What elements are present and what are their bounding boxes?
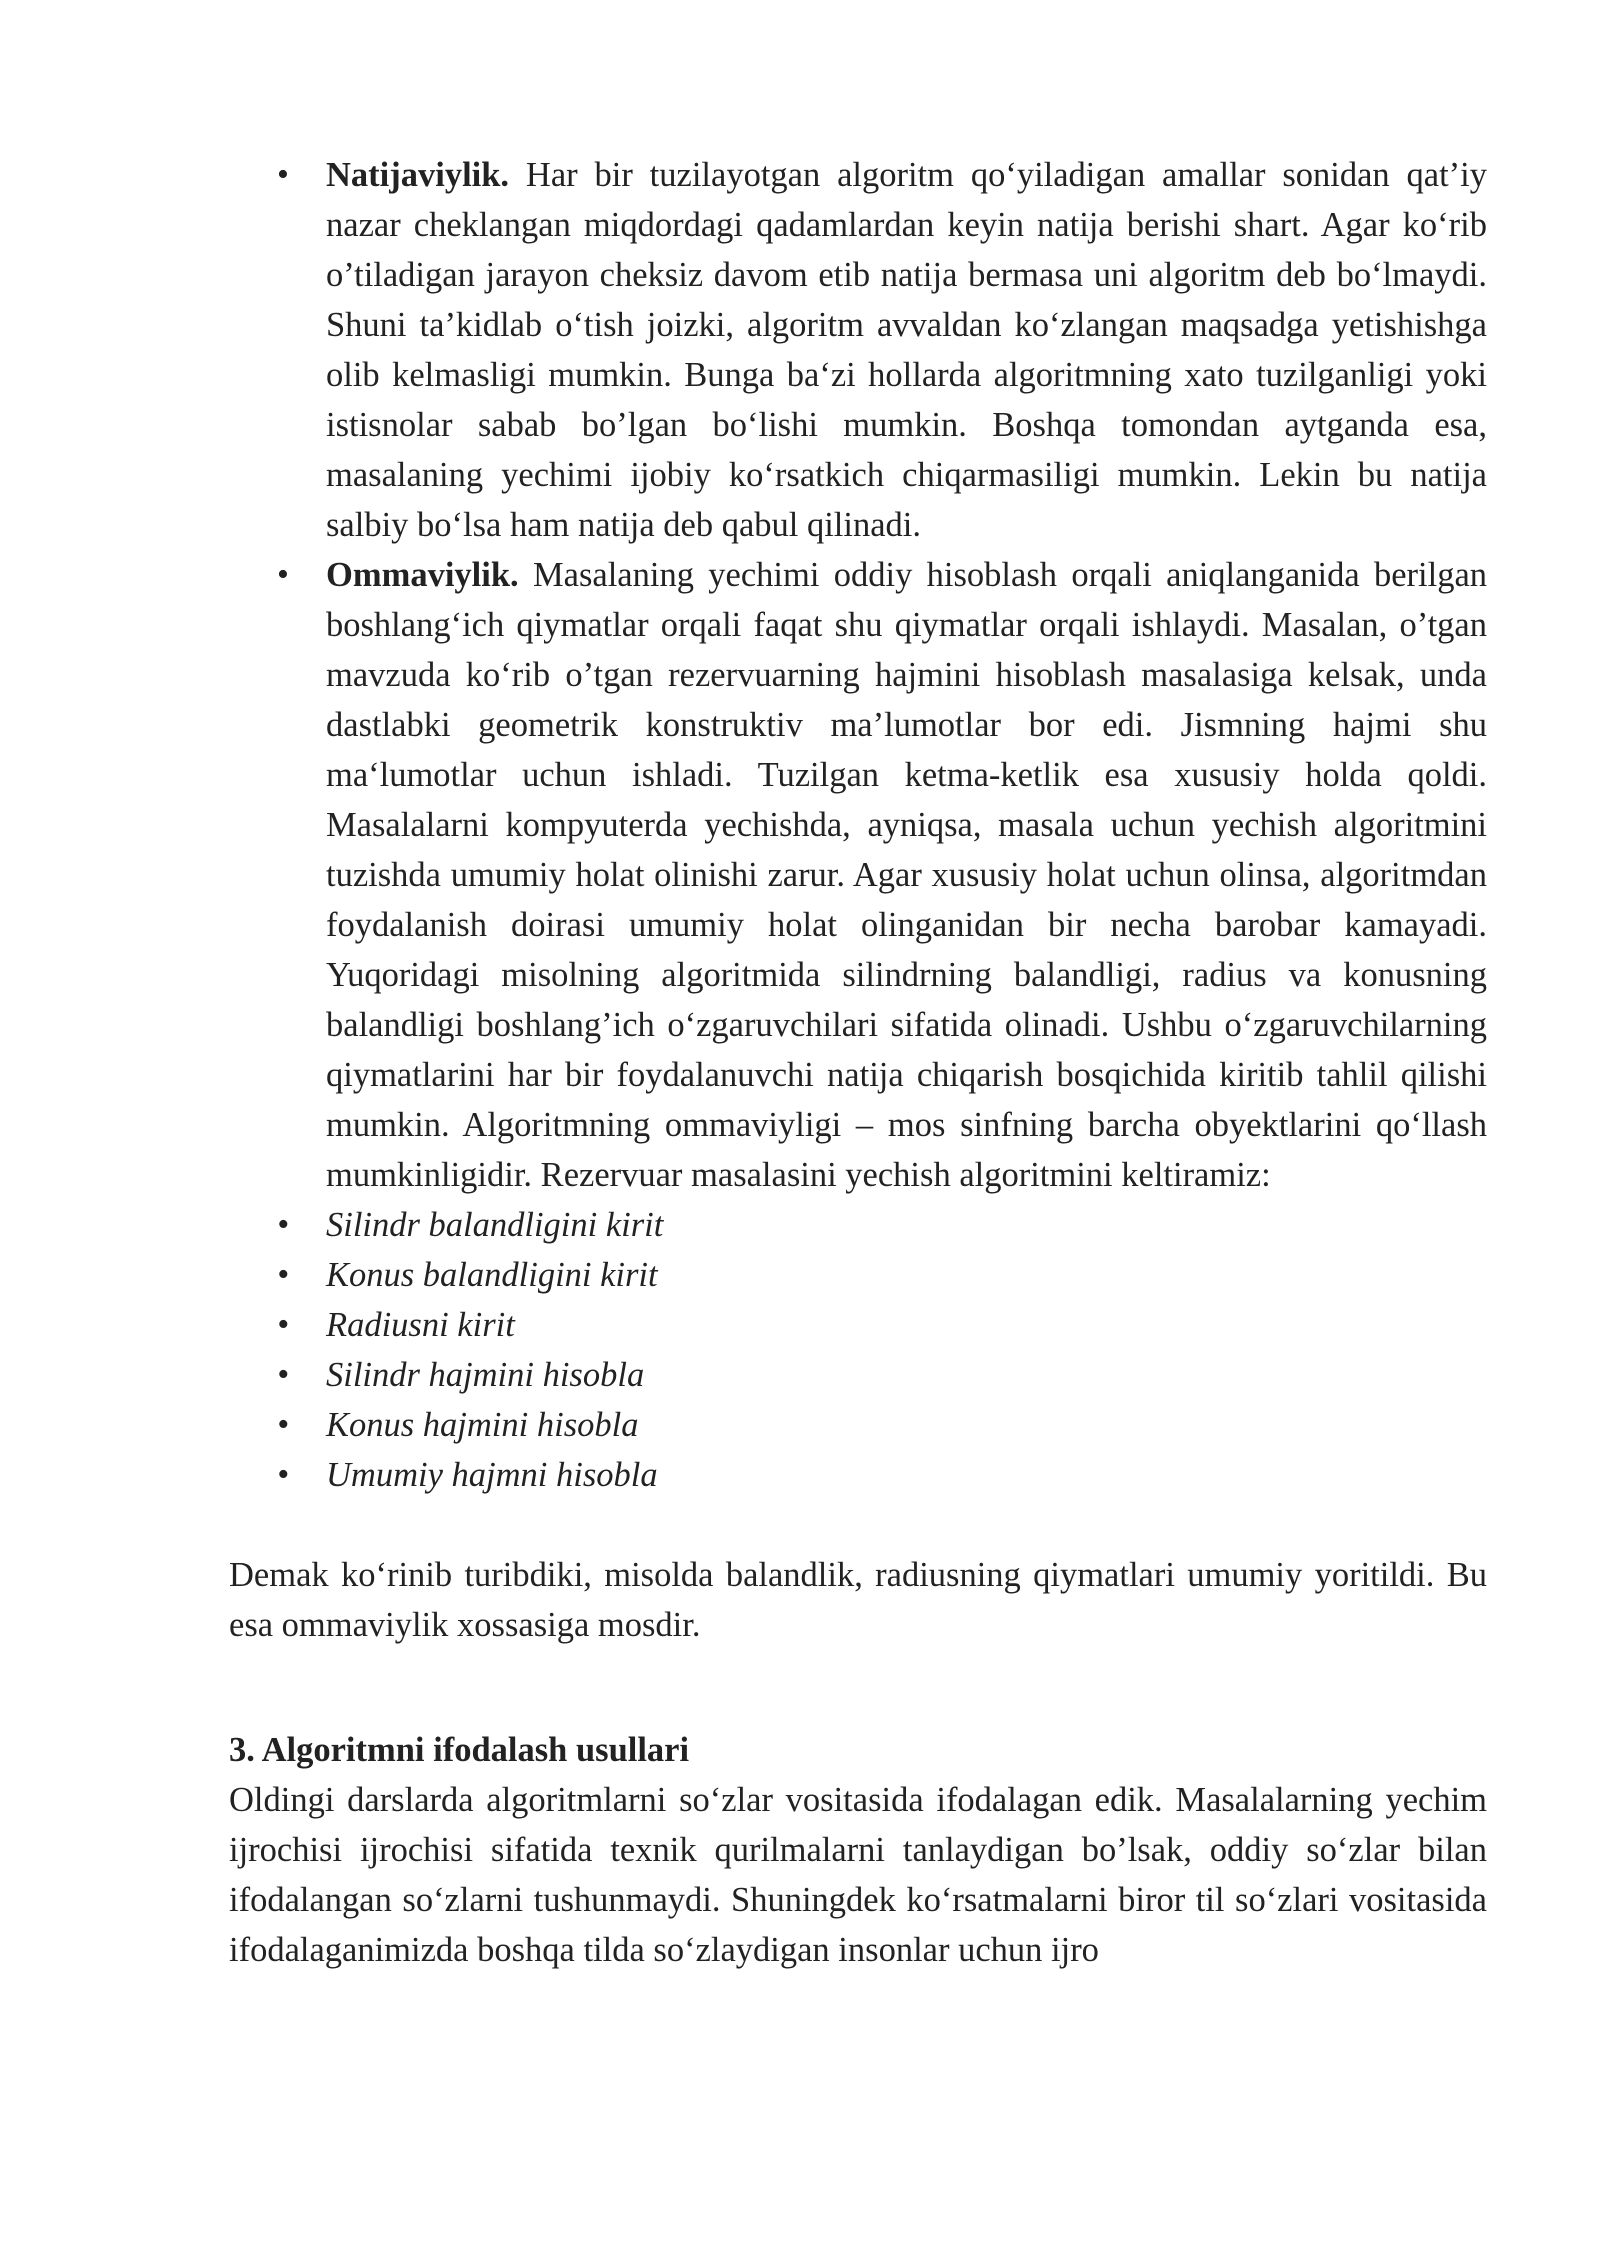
list-item-ommaviylik xyxy=(229,550,1487,1200)
algorithm-step xyxy=(229,1450,1487,1500)
algorithm-step-text: Konus hajmini hisobla xyxy=(326,1406,639,1444)
bullet-icon: • xyxy=(277,1456,289,1493)
property-term: Natijaviylik. xyxy=(326,156,510,194)
section-heading: 3. Algoritmni ifodalash usullari xyxy=(229,1731,690,1769)
algorithm-step xyxy=(229,1250,1487,1300)
bullet-icon: • xyxy=(277,1306,289,1343)
algorithm-step-text: Konus balandligini kirit xyxy=(326,1256,658,1294)
algorithm-step-text: Radiusni kirit xyxy=(326,1306,515,1344)
algorithm-properties-list xyxy=(229,150,1487,1500)
algorithm-step xyxy=(229,1200,1487,1250)
bullet-icon: • xyxy=(277,556,289,593)
algorithm-step-text: Silindr balandligini kirit xyxy=(326,1206,664,1244)
section-paragraph: Oldingi darslarda algoritmlarni so‘zlar vositasida ifodalagan edik. Masalalarning yechim ijrochisi ijrochisi sifatida texnik qurilmalarni tanlaydigan bo’lsak, oddiy so‘zlar bilan ifodalangan so‘zlarni tushunmaydi. Shuningdek ko‘rsatmalarni biror til so‘zlari vositasida ifodalaganimizda boshqa tilda so‘zlaydigan insonlar uchun ijro xyxy=(229,1781,1487,1969)
algorithm-step xyxy=(229,1400,1487,1450)
bullet-icon: • xyxy=(277,1356,289,1393)
property-term: Ommaviylik. xyxy=(326,556,519,594)
document-page xyxy=(229,150,1487,1975)
bullet-icon: • xyxy=(277,1206,289,1243)
algorithm-step xyxy=(229,1350,1487,1400)
property-description: Har bir tuzilayotgan algoritm qo‘yiladigan amallar sonidan qat’iy nazar cheklangan miqdordagi qadamlardan keyin natija berishi shart. Agar ko‘rib o’tiladigan jarayon cheksiz davom etib natija bermasa uni algoritm deb bo‘lmaydi. Shuni ta’kidlab o‘tish joizki, algoritm avvaldan ko‘zlangan maqsadga yetishishga olib kelmasligi mumkin. Bunga ba‘zi hollarda algoritmning xato tuzilganligi yoki istisnolar sabab bo’lgan bo‘lishi mumkin. Boshqa tomondan aytganda esa, masalaning yechimi ijobiy ko‘rsatkich chiqarmasiligi mumkin. Lekin bu natija salbiy bo‘lsa ham natija deb qabul qilinadi. xyxy=(326,156,1488,544)
bullet-icon: • xyxy=(277,1406,289,1443)
algorithm-step-text: Silindr hajmini hisobla xyxy=(326,1356,645,1394)
property-description: Masalaning yechimi oddiy hisoblash orqali aniqlanganida berilgan boshlang‘ich qiymatlar orqali faqat shu qiymatlar orqali ishlaydi. Masalan, o’tgan mavzuda ko‘rib o’tgan rezervuarning hajmini hisoblash masalasiga kelsak, unda dastlabki geometrik konstruktiv ma’lumotlar bor edi. Jismning hajmi shu ma‘lumotlar uchun ishladi. Tuzilgan ketma-ketlik esa xususiy holda qoldi. Masalalarni kompyuterda yechishda, ayniqsa, masala uchun yechish algoritmini tuzishda umumiy holat olinishi zarur. Agar xususiy holat uchun olinsa, algoritmdan foydalanish doirasi umumiy holat olinganidan bir necha barobar kamayadi. Yuqoridagi misolning algoritmida silindrning balandligi, radius va konusning balandligi boshlang’ich o‘zgaruvchilari sifatida olinadi. Ushbu o‘zgaruvchilarning qiymatlarini har bir foydalanuvchi natija chiqarish bosqichida kiritib tahlil qilishi mumkin. Algoritmning ommaviyligi – mos sinfning barcha obyektlarini qo‘llash mumkinligidir. Rezervuar masalasini yechish algoritmini keltiramiz: xyxy=(326,556,1488,1194)
algorithm-step-text: Umumiy hajmni hisobla xyxy=(326,1456,658,1494)
algorithm-step xyxy=(229,1300,1487,1350)
list-item-natijaviylik xyxy=(229,150,1487,550)
conclusion-paragraph: Demak ko‘rinib turibdiki, misolda balandlik, radiusning qiymatlari umumiy yoritildi. Bu esa ommaviylik xossasiga mosdir. xyxy=(229,1556,1487,1644)
bullet-icon: • xyxy=(277,156,289,193)
bullet-icon: • xyxy=(277,1256,289,1293)
